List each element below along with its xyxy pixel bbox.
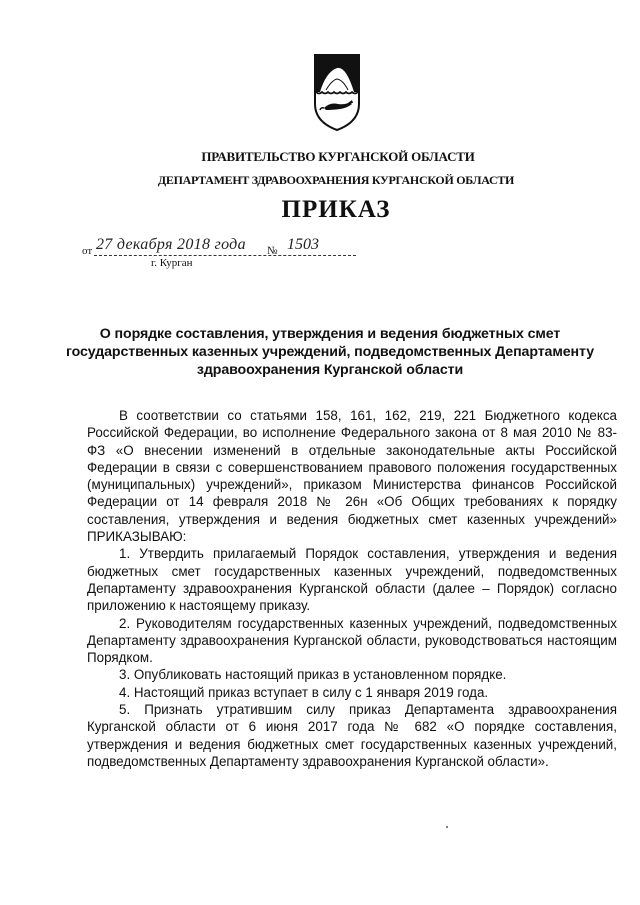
- date-prefix: от: [82, 245, 93, 257]
- preamble-paragraph: В соответствии со статьями 158, 161, 162, 219, 221 Бюджетного кодекса Российской Федерации, во исполнение Федерального закона от 8 мая 2010 № 83-ФЗ «О внесении изменений в отдельные законодательные акты Российской Федерации в связи с совершенствованием правового положения государственных (муниципальных) учреждений», приказом Министерства финансов Российской Федерации от 14 февраля 2018 № 26н «Об Общих требованиях к порядку составления, утверждения и ведения бюджетных смет казенных учреждений» ПРИКАЗЫВАЮ:: [87, 408, 617, 545]
- scan-speck: [446, 826, 448, 828]
- city-label: г. Курган: [151, 257, 193, 269]
- order-title: О порядке составления, утверждения и ведения бюджетных смет государственных казенных учреждений, подведомственных Департаменту здравоохранения Курганской области: [65, 326, 594, 378]
- handwritten-date: 27 декабря 2018 года: [96, 236, 246, 253]
- order-item-3: 3. Опубликовать настоящий приказ в установленном порядке.: [119, 667, 507, 683]
- department-name: ДЕПАРТАМЕНТ ЗДРАВООХРАНЕНИЯ КУРГАНСКОЙ ОБЛАСТИ: [157, 173, 515, 187]
- order-item-5: 5. Признать утратившим силу приказ Департамента здравоохранения Курганской области от 6 июня 2017 года № 682 «О порядке составления, утверждения и ведения бюджетных смет государственных казенных учреждений, подведомственных Департаменту здравоохранения Курганской области».: [87, 702, 617, 769]
- order-item-2: 2. Руководителям государственных казенных учреждений, подведомственных Департаменту здравоохранения Курганской области, руководствоваться настоящим Порядком.: [87, 615, 617, 666]
- handwritten-number: 1503: [287, 236, 319, 253]
- date-number-line: [82, 236, 362, 260]
- order-body: [87, 407, 617, 770]
- number-prefix: №: [267, 245, 278, 257]
- order-item-4: 4. Настоящий приказ вступает в силу с 1 января 2019 года.: [119, 684, 489, 700]
- kurgan-coat-of-arms-icon: [312, 52, 362, 132]
- organization-name: ПРАВИТЕЛЬСТВО КУРГАНСКОЙ ОБЛАСТИ: [201, 149, 475, 164]
- order-item-1: 1. Утвердить прилагаемый Порядок составления, утверждения и ведения бюджетных смет государственных казенных учреждений, подведомственных Департаменту здравоохранения Курганской области (далее – Порядок) согласно приложению к настоящему приказу.: [87, 546, 617, 614]
- document-type-heading: ПРИКАЗ: [281, 196, 391, 223]
